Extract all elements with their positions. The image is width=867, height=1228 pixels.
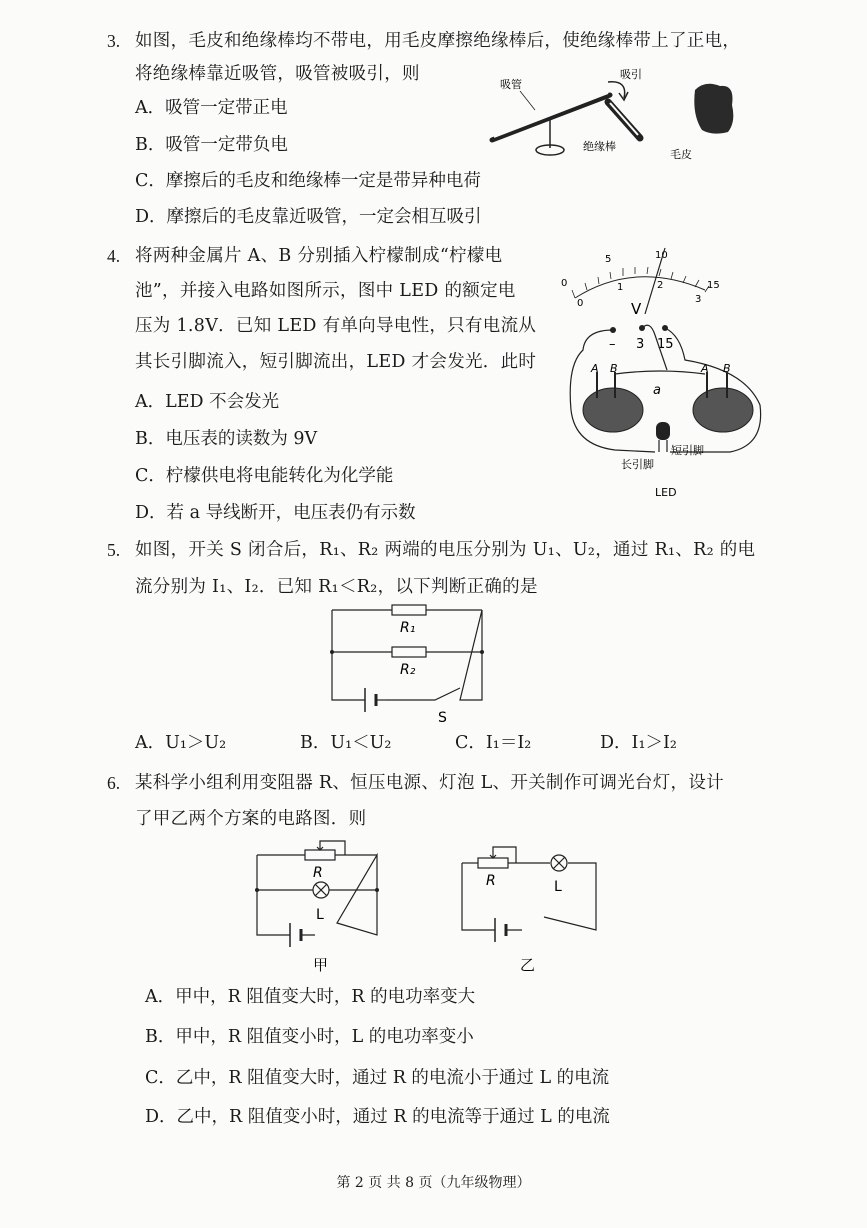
label-r-jia: R: [313, 865, 323, 881]
scale-top-15: 15: [707, 280, 720, 291]
label-r2: R₂: [400, 662, 416, 678]
q3-figure: [480, 60, 750, 170]
resistor-r2: [392, 647, 426, 657]
page-footer: 第 2 页 共 8 页（九年级物理）: [336, 1175, 531, 1191]
q3-option-a: A．吸管一定带正电: [135, 98, 288, 118]
scale-top-0: 0: [561, 278, 568, 289]
label-b-left: B: [610, 362, 618, 375]
q4-option-d: D．若 a 导线断开，电压表仍有示数: [135, 503, 416, 523]
label-yi: 乙: [520, 956, 536, 974]
label-l-jia: L: [316, 907, 324, 923]
q5-option-a: A．U₁＞U₂: [135, 733, 227, 753]
label-wire-a: a: [653, 383, 661, 398]
q3-option-b: B．吸管一定带负电: [135, 135, 288, 155]
wire-a: [615, 371, 705, 374]
scale-top-10: 10: [655, 250, 668, 261]
scale-top-5: 5: [605, 254, 612, 265]
q3-stem-line2: 将绝缘棒靠近吸管，吸管被吸引，则: [135, 64, 420, 84]
scale-bottom-2: 2: [657, 280, 664, 291]
q6-option-a: A．甲中，R 阻值变大时，R 的电功率变大: [145, 987, 476, 1007]
q3-option-d: D．摩擦后的毛皮靠近吸管，一定会相互吸引: [135, 207, 482, 227]
label-r1: R₁: [400, 620, 416, 636]
q6-figure-yi: [450, 835, 610, 975]
q4-number: 4.: [107, 246, 121, 266]
label-long-pin: 长引脚: [621, 458, 654, 471]
label-rod: 绝缘棒: [583, 140, 616, 153]
scale-bottom-3: 3: [695, 294, 702, 305]
q4-stem-line4: 其长引脚流入，短引脚流出，LED 才会发光．此时: [135, 352, 537, 372]
label-r-yi: R: [486, 873, 496, 889]
q6-number: 6.: [107, 773, 121, 793]
q4-option-c: C．柠檬供电将电能转化为化学能: [135, 466, 394, 486]
terminal-minus: –: [609, 337, 616, 352]
rheostat-r-yi: [478, 858, 508, 868]
rheostat-r: [305, 850, 335, 860]
q6-figure-jia: [245, 835, 390, 975]
q5-number: 5.: [107, 540, 121, 560]
scale-bottom-1: 1: [617, 282, 624, 293]
q4-stem-line3: 压为 1.8V．已知 LED 有单向导电性，只有电流从: [135, 316, 537, 336]
label-attract: 吸引: [620, 68, 642, 81]
label-a-right: A: [701, 362, 709, 375]
label-jia: 甲: [313, 956, 329, 974]
q5-stem-line1: 如图，开关 S 闭合后，R₁、R₂ 两端的电压分别为 U₁、U₂，通过 R₁、R₂ 的电: [135, 540, 756, 560]
voltmeter-scale: [575, 277, 705, 298]
label-b-right: B: [723, 362, 731, 375]
led-body: [656, 422, 670, 440]
straw: [492, 95, 610, 140]
lemon-right: [693, 388, 753, 432]
label-fur: 毛皮: [670, 148, 692, 161]
resistor-r1: [392, 605, 426, 615]
voltmeter-label: V: [631, 300, 642, 318]
q6-stem-line2: 了甲乙两个方案的电路图．则: [135, 809, 367, 829]
terminal-15: 15: [657, 337, 674, 352]
q5-option-b: B．U₁＜U₂: [300, 733, 392, 753]
q6-option-b: B．甲中，R 阻值变小时，L 的电功率变小: [145, 1027, 474, 1047]
q4-option-a: A．LED 不会发光: [135, 392, 280, 412]
q5-stem-line2: 流分别为 I₁、I₂．已知 R₁＜R₂，以下判断正确的是: [135, 577, 538, 597]
q6-option-d: D．乙中，R 阻值变小时，通过 R 的电流等于通过 L 的电流: [145, 1107, 610, 1127]
fur-shape: [694, 84, 733, 134]
q4-stem-line1: 将两种金属片 A、B 分别插入柠檬制成“柠檬电: [135, 246, 503, 266]
label-led: LED: [655, 486, 677, 499]
label-switch-s: S: [438, 710, 447, 725]
q3-option-c: C．摩擦后的毛皮和绝缘棒一定是带异种电荷: [135, 171, 481, 191]
q4-stem-line2: 池”，并接入电路如图所示，图中 LED 的额定电: [135, 281, 516, 301]
q5-figure: [320, 600, 500, 725]
scale-bottom-0: 0: [577, 298, 584, 309]
label-straw: 吸管: [500, 78, 522, 91]
label-short-pin: 短引脚: [671, 444, 704, 457]
q4-figure: [555, 240, 785, 505]
terminal-3: 3: [636, 337, 645, 352]
label-l-yi: L: [554, 879, 562, 895]
lemon-left: [583, 388, 643, 432]
q3-stem-line1: 如图，毛皮和绝缘棒均不带电，用毛皮摩擦绝缘棒后，使绝缘棒带上了正电，: [135, 31, 741, 51]
q3-number: 3.: [107, 31, 121, 51]
q6-stem-line1: 某科学小组利用变阻器 R、恒压电源、灯泡 L、开关制作可调光台灯，设计: [135, 773, 724, 793]
q4-option-b: B．电压表的读数为 9V: [135, 429, 318, 449]
q6-option-c: C．乙中，R 阻值变大时，通过 R 的电流小于通过 L 的电流: [145, 1068, 610, 1088]
q5-option-c: C．I₁＝I₂: [455, 733, 532, 753]
label-a-left: A: [591, 362, 599, 375]
q5-option-d: D．I₁＞I₂: [600, 733, 677, 753]
